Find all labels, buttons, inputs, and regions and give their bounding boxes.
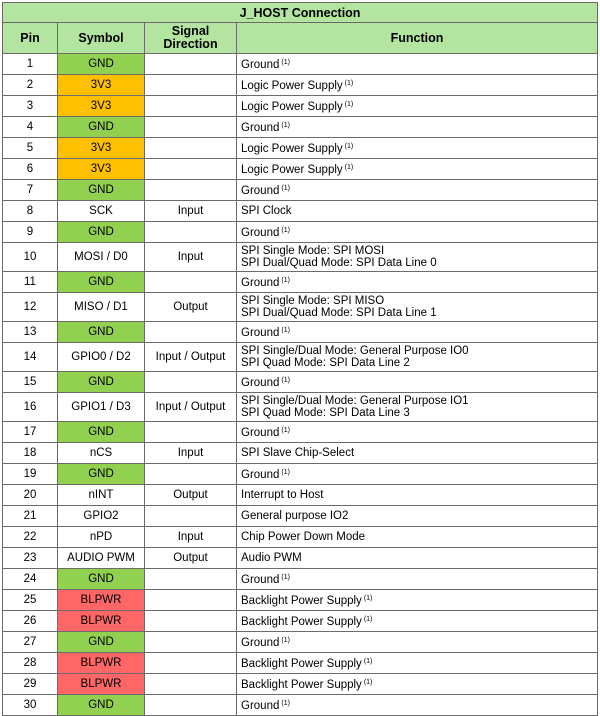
pin-function (237, 180, 598, 201)
function-line (241, 425, 593, 439)
signal-direction: Input / Output (145, 343, 237, 372)
function-text: SPI Dual/Quad Mode: SPI Data Line 1 (241, 307, 437, 319)
pin-function (237, 695, 598, 716)
pin-number: 16 (3, 393, 58, 422)
function-line (241, 395, 593, 407)
pin-number: 11 (3, 272, 58, 293)
pin-symbol: MOSI / D0 (58, 243, 145, 272)
table-row (3, 272, 598, 293)
pin-function (237, 548, 598, 569)
pin-symbol: GND (58, 464, 145, 485)
function-text: SPI Single/Dual Mode: General Purpose IO0 (241, 345, 469, 357)
pin-function (237, 611, 598, 632)
pin-function (237, 372, 598, 393)
pin-symbol: GND (58, 632, 145, 653)
function-line (241, 295, 593, 307)
footnote-marker: (1) (344, 164, 354, 171)
footnote-marker: (1) (363, 658, 373, 665)
table-row (3, 443, 598, 464)
function-text: Audio PWM (241, 552, 302, 564)
pin-number: 20 (3, 485, 58, 506)
function-text: Interrupt to Host (241, 489, 324, 501)
footnote-marker: (1) (281, 277, 290, 284)
pin-function (237, 322, 598, 343)
function-text: Logic Power Supply (241, 143, 343, 155)
table-row (3, 75, 598, 96)
footnote-marker: (1) (281, 377, 290, 384)
pin-function (237, 443, 598, 464)
pin-number: 13 (3, 322, 58, 343)
pin-symbol: 3V3 (58, 138, 145, 159)
pin-number: 15 (3, 372, 58, 393)
footnote-marker: (1) (281, 469, 290, 476)
pin-symbol: 3V3 (58, 96, 145, 117)
pin-number: 1 (3, 54, 58, 75)
function-line (241, 78, 593, 92)
pin-symbol: 3V3 (58, 159, 145, 180)
pin-symbol: BLPWR (58, 611, 145, 632)
signal-direction: Input / Output (145, 393, 237, 422)
pin-number: 14 (3, 343, 58, 372)
function-line (241, 257, 593, 269)
signal-direction (145, 180, 237, 201)
pin-function (237, 117, 598, 138)
table-row (3, 243, 598, 272)
function-line (241, 57, 593, 71)
table-body (3, 54, 598, 716)
pin-function (237, 653, 598, 674)
pin-number: 26 (3, 611, 58, 632)
function-line (241, 593, 593, 607)
table-row (3, 506, 598, 527)
pin-symbol: GND (58, 117, 145, 138)
signal-direction: Input (145, 527, 237, 548)
function-line (241, 357, 593, 369)
pin-function (237, 485, 598, 506)
signal-direction (145, 96, 237, 117)
pin-function (237, 343, 598, 372)
table-row (3, 674, 598, 695)
function-text: SPI Single Mode: SPI MISO (241, 295, 385, 307)
signal-direction (145, 372, 237, 393)
pin-function (237, 54, 598, 75)
pin-function (237, 272, 598, 293)
function-text: Logic Power Supply (241, 80, 343, 92)
footnote-marker: (1) (344, 143, 354, 150)
pin-function (237, 138, 598, 159)
pin-symbol: BLPWR (58, 674, 145, 695)
function-line (241, 307, 593, 319)
pin-number: 2 (3, 75, 58, 96)
table-row (3, 422, 598, 443)
pin-symbol: nPD (58, 527, 145, 548)
pin-number: 6 (3, 159, 58, 180)
signal-direction (145, 464, 237, 485)
signal-direction (145, 632, 237, 653)
pin-symbol: GND (58, 422, 145, 443)
footnote-marker: (1) (281, 574, 290, 581)
function-line (241, 120, 593, 134)
function-line (241, 141, 593, 155)
function-text: SPI Clock (241, 205, 292, 217)
signal-direction: Input (145, 243, 237, 272)
table-title: J_HOST Connection (3, 3, 598, 23)
pin-symbol: GND (58, 372, 145, 393)
table-row (3, 343, 598, 372)
function-text: Ground (241, 327, 280, 339)
signal-direction (145, 674, 237, 695)
pin-symbol: GND (58, 695, 145, 716)
pin-function (237, 201, 598, 222)
pin-symbol: nINT (58, 485, 145, 506)
pin-symbol: GND (58, 222, 145, 243)
function-line (241, 614, 593, 628)
pin-symbol: BLPWR (58, 653, 145, 674)
function-text: Logic Power Supply (241, 101, 343, 113)
signal-direction: Output (145, 293, 237, 322)
pin-number: 24 (3, 569, 58, 590)
function-text: Ground (241, 185, 280, 197)
pin-function (237, 393, 598, 422)
table-row (3, 159, 598, 180)
table-row (3, 322, 598, 343)
function-text: Logic Power Supply (241, 164, 343, 176)
pin-number: 21 (3, 506, 58, 527)
pin-symbol: GND (58, 180, 145, 201)
signal-direction (145, 75, 237, 96)
function-text: Backlight Power Supply (241, 616, 362, 628)
pin-symbol: GND (58, 54, 145, 75)
function-line (241, 245, 593, 257)
pin-number: 29 (3, 674, 58, 695)
table-row (3, 293, 598, 322)
footnote-marker: (1) (281, 122, 290, 129)
header-direction-line1: Signal (171, 24, 210, 38)
signal-direction (145, 422, 237, 443)
table-row (3, 180, 598, 201)
table-row (3, 695, 598, 716)
function-line (241, 656, 593, 670)
table-row (3, 548, 598, 569)
pin-number: 23 (3, 548, 58, 569)
header-signal-direction (145, 23, 237, 54)
pin-function (237, 464, 598, 485)
function-line (241, 99, 593, 113)
pin-function (237, 222, 598, 243)
signal-direction (145, 138, 237, 159)
header-pin: Pin (3, 23, 58, 54)
function-text: Ground (241, 427, 280, 439)
signal-direction: Output (145, 548, 237, 569)
footnote-marker: (1) (281, 59, 290, 66)
function-line (241, 467, 593, 481)
function-line (241, 375, 593, 389)
pin-function (237, 527, 598, 548)
table-row (3, 54, 598, 75)
signal-direction (145, 569, 237, 590)
function-line (241, 183, 593, 197)
pin-number: 17 (3, 422, 58, 443)
function-line (241, 677, 593, 691)
pin-function (237, 674, 598, 695)
table-row (3, 527, 598, 548)
function-text: Ground (241, 637, 280, 649)
function-line (241, 531, 593, 543)
signal-direction (145, 117, 237, 138)
pin-function (237, 422, 598, 443)
signal-direction (145, 695, 237, 716)
footnote-marker: (1) (281, 427, 290, 434)
signal-direction (145, 590, 237, 611)
table-row (3, 222, 598, 243)
pin-symbol: AUDIO PWM (58, 548, 145, 569)
footnote-marker: (1) (281, 227, 290, 234)
function-text: SPI Quad Mode: SPI Data Line 2 (241, 357, 410, 369)
signal-direction (145, 506, 237, 527)
function-line (241, 225, 593, 239)
function-text: Ground (241, 469, 280, 481)
footnote-marker: (1) (363, 616, 373, 623)
function-line (241, 275, 593, 289)
function-text: SPI Dual/Quad Mode: SPI Data Line 0 (241, 257, 437, 269)
pin-function (237, 96, 598, 117)
pin-symbol: MISO / D1 (58, 293, 145, 322)
pin-function (237, 590, 598, 611)
pin-number: 28 (3, 653, 58, 674)
pin-number: 8 (3, 201, 58, 222)
function-text: Chip Power Down Mode (241, 531, 366, 543)
table-row (3, 569, 598, 590)
table-row (3, 653, 598, 674)
function-text: SPI Quad Mode: SPI Data Line 3 (241, 407, 410, 419)
function-text: SPI Slave Chip-Select (241, 447, 355, 459)
function-text: Ground (241, 227, 280, 239)
function-line (241, 345, 593, 357)
function-line (241, 407, 593, 419)
pin-symbol: GPIO1 / D3 (58, 393, 145, 422)
table-row (3, 117, 598, 138)
pin-number: 19 (3, 464, 58, 485)
function-text: Backlight Power Supply (241, 595, 362, 607)
pin-symbol: SCK (58, 201, 145, 222)
pin-symbol: GPIO2 (58, 506, 145, 527)
function-text: Ground (241, 377, 280, 389)
pin-table (2, 2, 598, 716)
header-function: Function (237, 23, 598, 54)
function-line (241, 325, 593, 339)
function-line (241, 510, 593, 522)
footnote-marker: (1) (363, 679, 373, 686)
function-text: SPI Single Mode: SPI MOSI (241, 245, 385, 257)
header-symbol: Symbol (58, 23, 145, 54)
table-row (3, 611, 598, 632)
footnote-marker: (1) (281, 637, 290, 644)
signal-direction (145, 653, 237, 674)
function-line (241, 162, 593, 176)
signal-direction: Input (145, 443, 237, 464)
pin-number: 30 (3, 695, 58, 716)
signal-direction (145, 272, 237, 293)
pin-symbol: BLPWR (58, 590, 145, 611)
table-row (3, 372, 598, 393)
function-text: General purpose IO2 (241, 510, 349, 522)
pin-number: 4 (3, 117, 58, 138)
function-line (241, 205, 593, 217)
pin-function (237, 632, 598, 653)
pin-function (237, 569, 598, 590)
header-direction-line2: Direction (163, 37, 218, 51)
function-text: Ground (241, 277, 280, 289)
table-row (3, 393, 598, 422)
pin-number: 3 (3, 96, 58, 117)
footnote-marker: (1) (344, 101, 354, 108)
function-text: Backlight Power Supply (241, 658, 362, 670)
function-line (241, 698, 593, 712)
pin-function (237, 75, 598, 96)
table-row (3, 632, 598, 653)
footnote-marker: (1) (281, 700, 290, 707)
footnote-marker: (1) (344, 80, 354, 87)
function-line (241, 489, 593, 501)
footnote-marker: (1) (281, 327, 290, 334)
table-row (3, 464, 598, 485)
footnote-marker: (1) (363, 595, 373, 602)
function-text: Ground (241, 122, 280, 134)
pin-number: 5 (3, 138, 58, 159)
pin-function (237, 159, 598, 180)
signal-direction (145, 54, 237, 75)
pin-symbol: GND (58, 272, 145, 293)
pin-function (237, 293, 598, 322)
signal-direction: Input (145, 201, 237, 222)
pin-symbol: GND (58, 322, 145, 343)
pin-number: 22 (3, 527, 58, 548)
pin-function (237, 506, 598, 527)
signal-direction (145, 159, 237, 180)
function-line (241, 552, 593, 564)
pin-symbol: GPIO0 / D2 (58, 343, 145, 372)
pin-function (237, 243, 598, 272)
function-text: Ground (241, 700, 280, 712)
table-row (3, 590, 598, 611)
pin-symbol: 3V3 (58, 75, 145, 96)
pin-number: 27 (3, 632, 58, 653)
pin-number: 9 (3, 222, 58, 243)
pin-symbol: nCS (58, 443, 145, 464)
function-line (241, 635, 593, 649)
footnote-marker: (1) (281, 185, 290, 192)
pin-number: 25 (3, 590, 58, 611)
table-row (3, 201, 598, 222)
function-line (241, 447, 593, 459)
function-text: Backlight Power Supply (241, 679, 362, 691)
signal-direction: Output (145, 485, 237, 506)
pin-number: 7 (3, 180, 58, 201)
pin-symbol: GND (58, 569, 145, 590)
table-row (3, 485, 598, 506)
pin-number: 12 (3, 293, 58, 322)
function-text: Ground (241, 59, 280, 71)
signal-direction (145, 611, 237, 632)
function-text: SPI Single/Dual Mode: General Purpose IO1 (241, 395, 469, 407)
pin-number: 18 (3, 443, 58, 464)
pin-number: 10 (3, 243, 58, 272)
function-line (241, 572, 593, 586)
table-row (3, 138, 598, 159)
signal-direction (145, 222, 237, 243)
table-row (3, 96, 598, 117)
signal-direction (145, 322, 237, 343)
function-text: Ground (241, 574, 280, 586)
